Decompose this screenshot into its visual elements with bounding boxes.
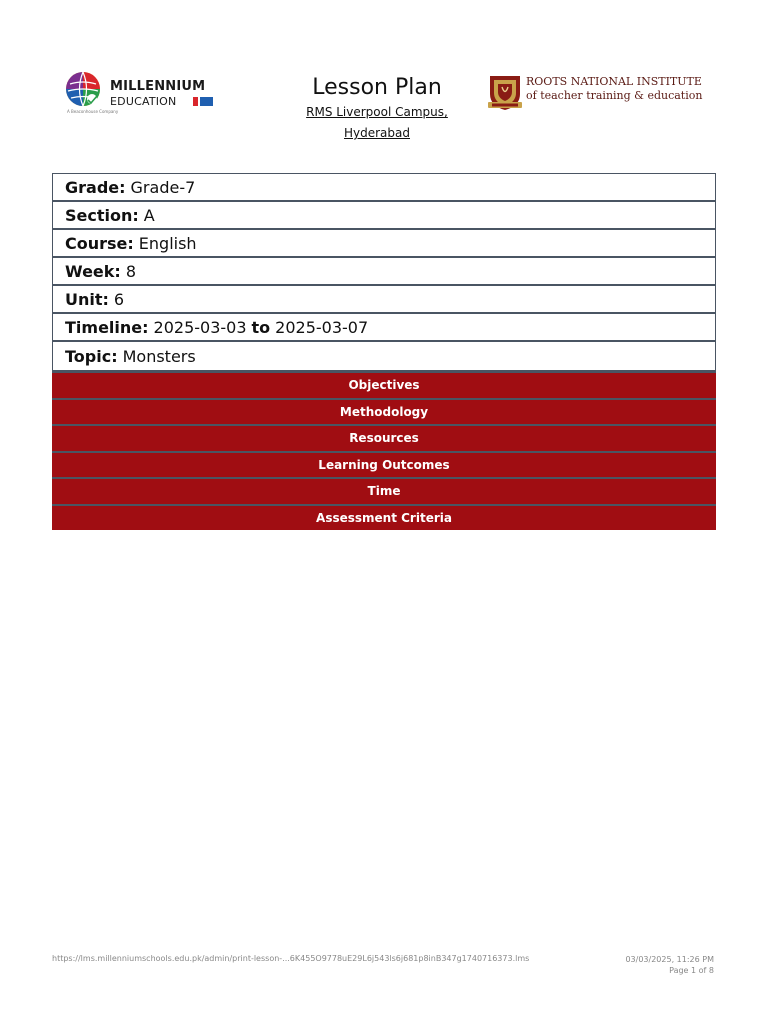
grade-value: Grade-7 bbox=[130, 177, 196, 197]
campus-link[interactable]: RMS Liverpool Campus, bbox=[306, 105, 448, 119]
footer-page-number: Page 1 of 8 bbox=[669, 966, 714, 975]
brand-tagline: A Beaconhouse Company bbox=[67, 109, 119, 114]
unit-label: Unit: bbox=[65, 289, 109, 309]
section-resources[interactable]: Resources bbox=[52, 424, 716, 451]
timeline-end: 2025-03-07 bbox=[275, 317, 369, 337]
institute-name-line2: of teacher training & education bbox=[526, 89, 703, 102]
section-assessment-criteria[interactable]: Assessment Criteria bbox=[52, 504, 716, 531]
timeline-label: Timeline: bbox=[65, 317, 149, 337]
timeline-start: 2025-03-03 bbox=[153, 317, 247, 337]
course-value: English bbox=[138, 233, 197, 253]
lesson-info-table bbox=[52, 173, 716, 371]
grade-row bbox=[53, 174, 715, 202]
timeline-row bbox=[53, 314, 715, 342]
brand-name-line1: MILLENNIUM bbox=[110, 79, 206, 94]
unit-value: 6 bbox=[113, 289, 125, 309]
section-value: A bbox=[143, 205, 155, 225]
topic-row bbox=[53, 342, 715, 370]
course-label: Course: bbox=[65, 233, 134, 253]
week-label: Week: bbox=[65, 261, 121, 281]
week-row bbox=[53, 258, 715, 286]
footer-meta bbox=[625, 954, 714, 976]
page-title: Lesson Plan bbox=[312, 75, 442, 100]
section-row bbox=[53, 202, 715, 230]
grade-label: Grade: bbox=[65, 177, 126, 197]
brand-stripes-icon bbox=[193, 97, 213, 106]
roots-institute-logo bbox=[486, 72, 716, 114]
section-learning-outcomes[interactable]: Learning Outcomes bbox=[52, 451, 716, 478]
section-time[interactable]: Time bbox=[52, 477, 716, 504]
topic-value: Monsters bbox=[122, 346, 196, 366]
millennium-education-logo bbox=[64, 70, 224, 116]
timeline-to-label: to bbox=[251, 317, 271, 337]
week-value: 8 bbox=[125, 261, 137, 281]
section-methodology[interactable]: Methodology bbox=[52, 398, 716, 425]
institute-name-line1: ROOTS NATIONAL INSTITUTE bbox=[526, 75, 702, 88]
page-header bbox=[0, 0, 768, 160]
section-objectives[interactable]: Objectives bbox=[52, 371, 716, 398]
topic-label: Topic: bbox=[65, 346, 118, 366]
footer-datetime: 03/03/2025, 11:26 PM bbox=[625, 955, 714, 964]
brand-name-line2: EDUCATION bbox=[110, 95, 177, 108]
city-link[interactable]: Hyderabad bbox=[344, 126, 410, 140]
footer-url: https://lms.millenniumschools.edu.pk/admin/print-lesson-...6K455O9778uE29L6j543ls6j681p8inB347g1740716373.lms bbox=[52, 954, 530, 963]
section-label: Section: bbox=[65, 205, 139, 225]
crest-emblem-icon bbox=[486, 72, 524, 112]
title-block bbox=[270, 74, 484, 144]
unit-row bbox=[53, 286, 715, 314]
globe-logo-icon bbox=[64, 70, 102, 108]
lesson-sections bbox=[52, 371, 716, 530]
course-row bbox=[53, 230, 715, 258]
